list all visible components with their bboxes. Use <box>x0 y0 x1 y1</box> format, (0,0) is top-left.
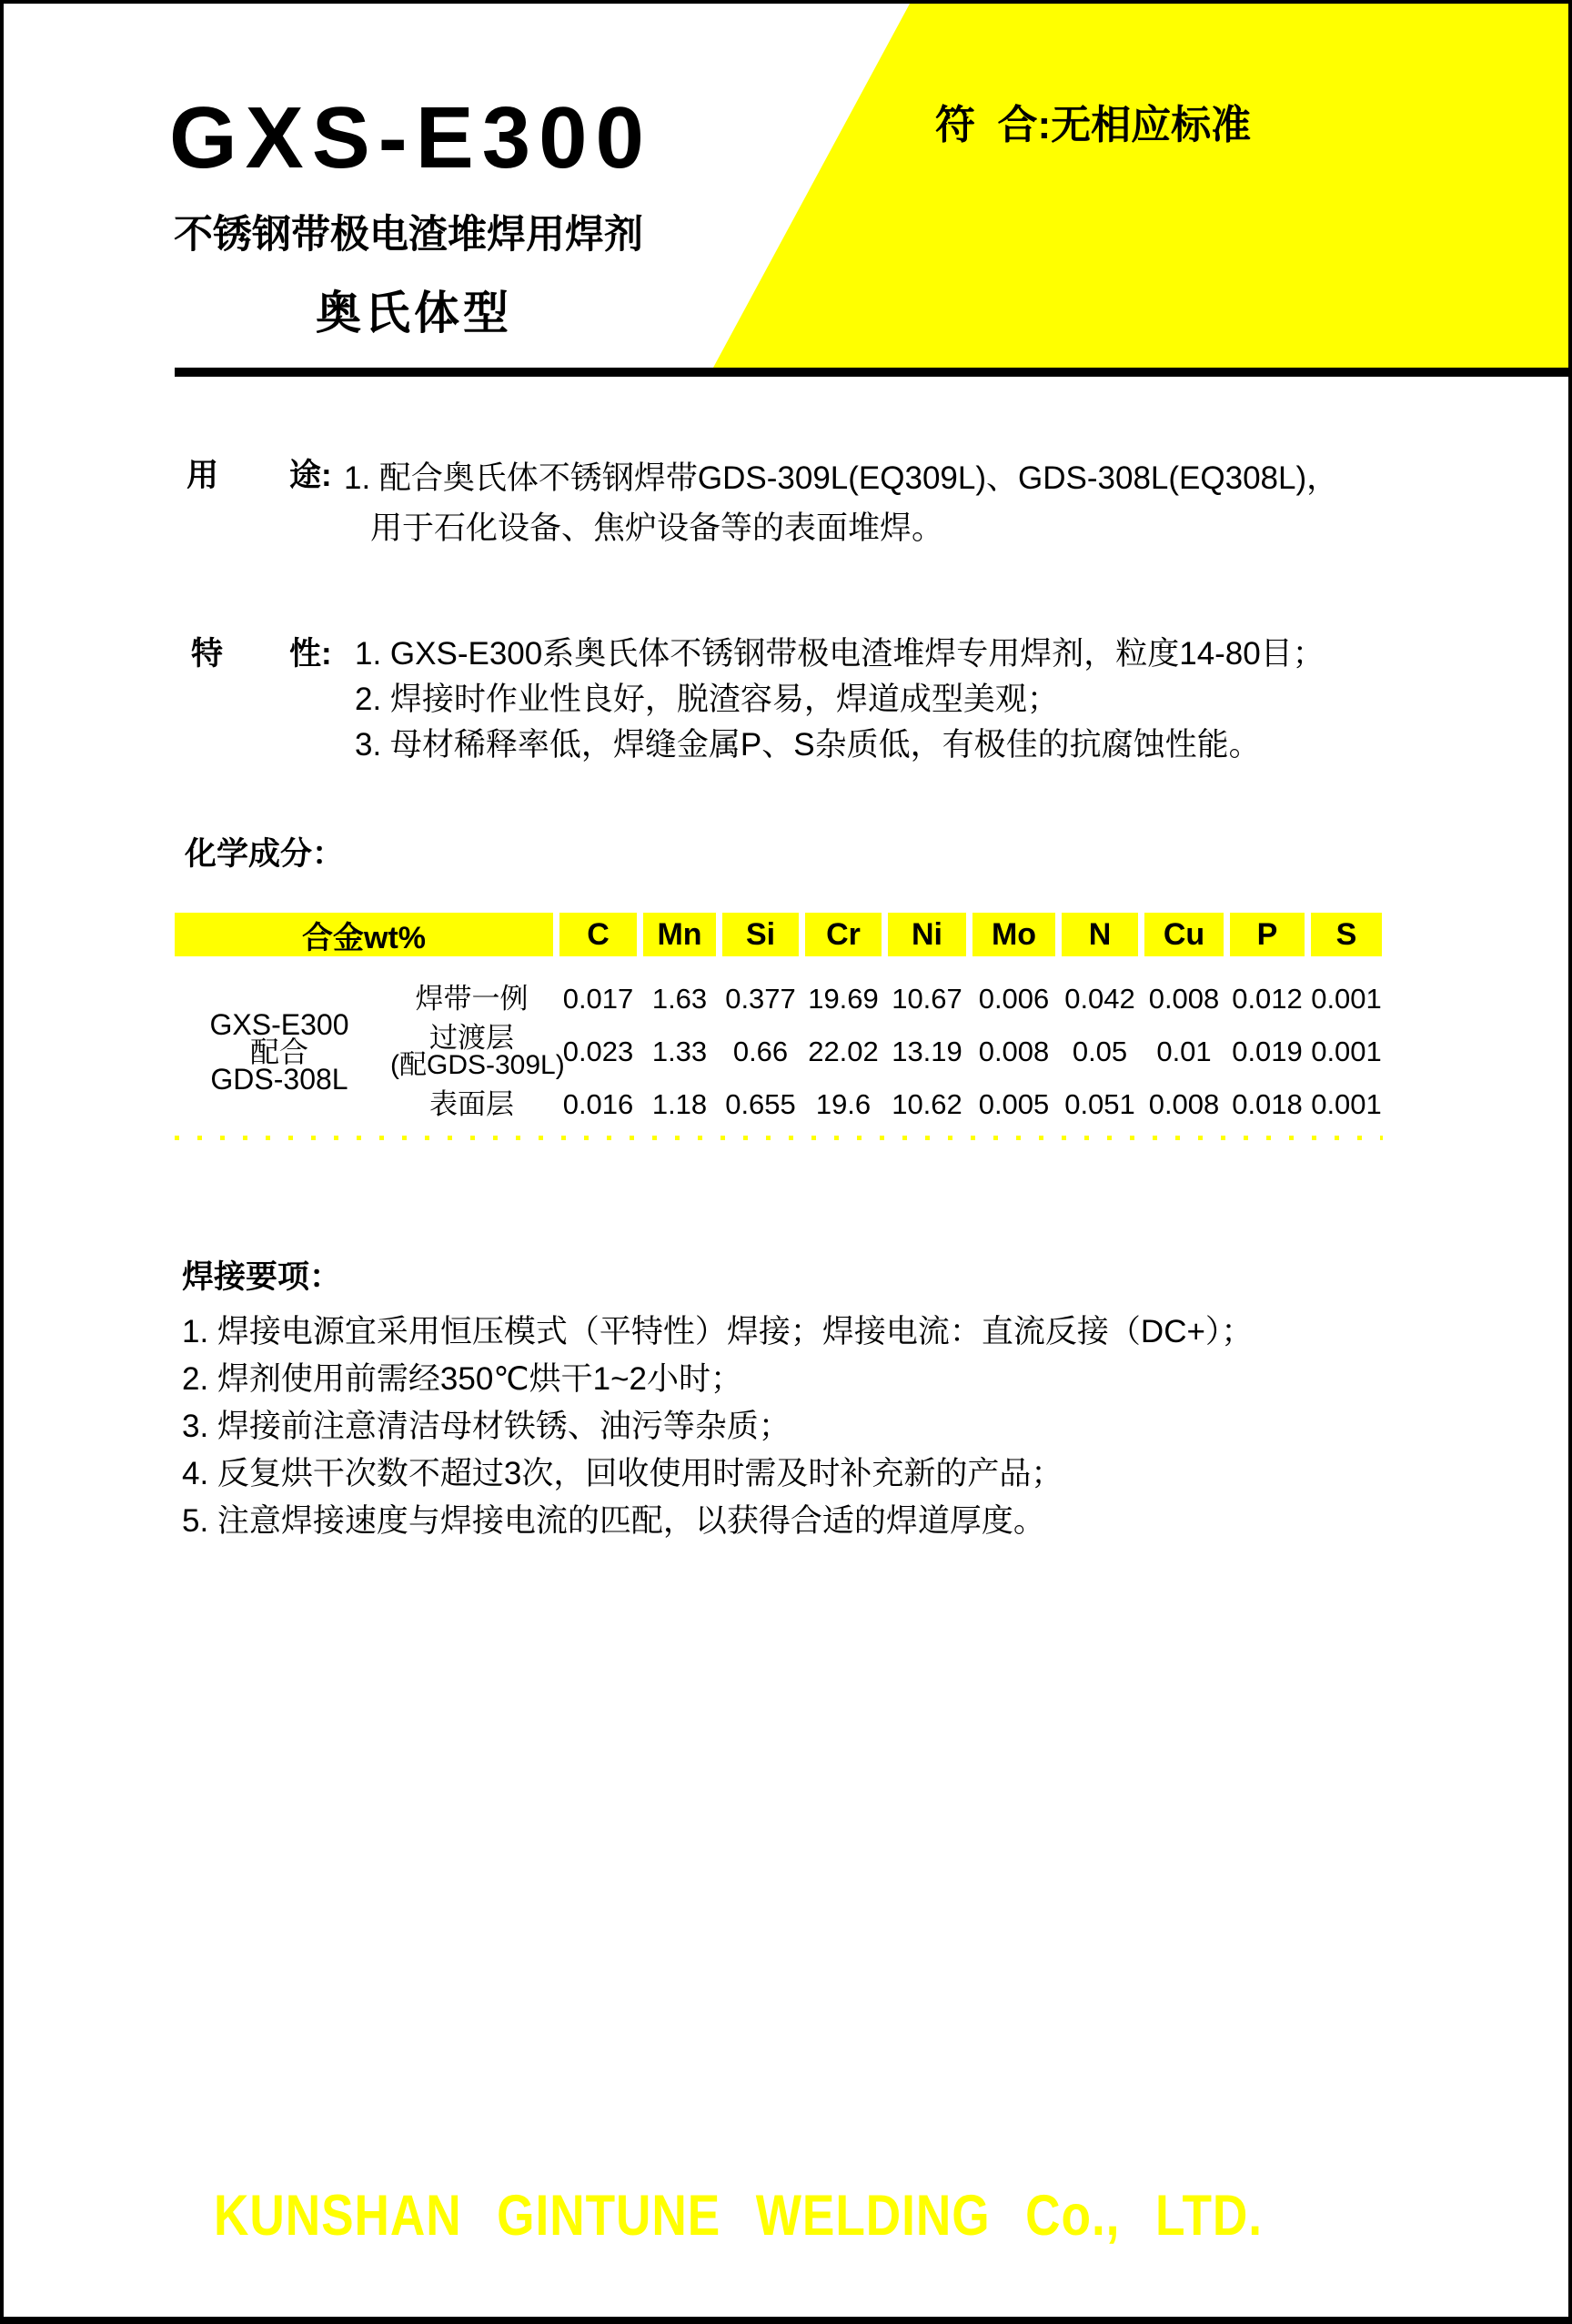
table-row-label <box>390 1022 565 1080</box>
table-value-cell: 0.018 <box>1232 1088 1303 1120</box>
row-label-subline: (配GDS-309L) <box>390 1050 565 1080</box>
page-bottom-bar <box>0 2317 1572 2324</box>
group-label-line: 配合 <box>249 1036 308 1068</box>
welding-note-item: 3. 焊接前注意清洁母材铁锈、油污等杂质； <box>182 1409 791 1444</box>
table-value-cell: 0.023 <box>562 1036 634 1067</box>
welding-notes-list <box>182 1309 1383 1545</box>
table-value-cell: 0.017 <box>562 983 634 1015</box>
chemistry-table-header-row <box>175 913 1382 956</box>
features-section-label-char: 特 <box>191 636 224 672</box>
table-header-cell: Si <box>722 913 799 956</box>
table-value-cell: 0.008 <box>978 1036 1050 1067</box>
welding-note-item: 4. 反复烘干次数不超过3次，回收使用时需及时补充新的产品； <box>182 1456 1063 1491</box>
chemistry-table <box>175 913 1382 1131</box>
table-value-cell: 1.18 <box>651 1088 708 1120</box>
table-header-cell: Mo <box>972 913 1055 956</box>
usage-section-label-char: 途: <box>289 458 332 493</box>
table-value-cell: 0.008 <box>1148 1088 1220 1120</box>
table-value-cell: 0.005 <box>978 1088 1050 1120</box>
table-header-cell: C <box>559 913 637 956</box>
feature-item: 2. 焊接时作业性良好，脱渣容易，焊道成型美观； <box>355 682 1059 717</box>
table-value-cell: 0.001 <box>1311 1036 1382 1067</box>
yellow-dotted-divider <box>175 1136 1383 1140</box>
table-header-cell: Mn <box>643 913 716 956</box>
usage-text-block <box>344 453 1436 553</box>
chemistry-table-body <box>175 973 1382 1131</box>
features-text-block <box>355 632 1446 768</box>
chemistry-heading: 化学成分： <box>185 836 345 872</box>
usage-line: 用于石化设备、焦炉设备等的表面堆焊。 <box>370 510 944 546</box>
page-border-left <box>0 0 4 2324</box>
table-value-cell: 0.019 <box>1232 1036 1303 1067</box>
standard-note: 符 合:无相应标准 <box>935 103 1252 147</box>
table-value-cell: 19.69 <box>808 983 879 1015</box>
header-divider-rule <box>175 368 1568 377</box>
table-value-cell: 0.042 <box>1064 983 1135 1015</box>
table-value-cell: 0.01 <box>1156 1036 1212 1067</box>
table-value-cell: 0.008 <box>1148 983 1220 1015</box>
page-border-right <box>1568 0 1572 2324</box>
table-value-cell: 0.012 <box>1232 983 1303 1015</box>
table-value-cell: 22.02 <box>808 1036 879 1067</box>
table-value-cell: 0.001 <box>1311 983 1382 1015</box>
product-description: 不锈钢带极电渣堆焊用焊剂 <box>174 213 643 257</box>
feature-item: 1. GXS-E300系奥氏体不锈钢带极电渣堆焊专用焊剂，粒度14-80目； <box>355 636 1325 672</box>
table-header-cell: Cu <box>1144 913 1224 956</box>
welding-notes-heading: 焊接要项： <box>182 1259 342 1295</box>
features-section-label-char: 性: <box>289 636 332 672</box>
row-label-line: 过渡层 <box>429 1022 514 1054</box>
product-code-title: GXS-E300 <box>169 89 652 187</box>
welding-note-item: 5. 注意焊接速度与焊接电流的匹配，以获得合适的焊道厚度。 <box>182 1503 1045 1539</box>
table-value-cell: 0.377 <box>725 983 796 1015</box>
table-header-cell: Cr <box>805 913 882 956</box>
table-value-cell: 10.67 <box>892 983 962 1015</box>
group-label-line: GXS-E300 <box>209 1008 349 1041</box>
table-header-cell: S <box>1311 913 1382 956</box>
table-row-label: 表面层 <box>429 1088 514 1120</box>
table-header-cell: Ni <box>888 913 966 956</box>
table-value-cell: 1.33 <box>651 1036 708 1067</box>
table-value-cell: 13.19 <box>892 1036 962 1067</box>
page-border-top <box>0 0 1572 4</box>
table-value-cell: 10.62 <box>892 1088 962 1120</box>
table-value-cell: 1.63 <box>651 983 708 1015</box>
welding-note-item: 2. 焊剂使用前需经350℃烘干1~2小时； <box>182 1361 742 1397</box>
table-value-cell: 0.05 <box>1072 1036 1128 1067</box>
table-value-cell: 0.051 <box>1064 1088 1135 1120</box>
feature-item: 3. 母材稀释率低，焊缝金属P、S杂质低，有极佳的抗腐蚀性能。 <box>355 727 1261 763</box>
usage-line: 1. 配合奥氏体不锈钢焊带GDS-309L(EQ309L)、GDS-308L(EQ308L)， <box>344 460 1339 496</box>
welding-note-item: 1. 焊接电源宜采用恒压模式（平特性）焊接；焊接电流：直流反接（DC+）； <box>182 1314 1254 1349</box>
table-value-cell: 0.001 <box>1311 1088 1382 1120</box>
table-value-cell: 0.016 <box>562 1088 634 1120</box>
usage-section-label-char: 用 <box>186 458 219 493</box>
table-header-cell: P <box>1230 913 1305 956</box>
table-value-cell: 19.6 <box>815 1088 872 1120</box>
table-value-cell: 0.66 <box>732 1036 789 1067</box>
table-group-label <box>175 1008 384 1096</box>
table-header-cell: N <box>1062 913 1138 956</box>
table-row-label: 焊带一例 <box>415 983 529 1015</box>
group-label-line: GDS-308L <box>210 1063 348 1096</box>
table-header-cell: 合金wt% <box>175 913 553 956</box>
product-type-label: 奥氏体型 <box>316 288 512 338</box>
table-value-cell: 0.655 <box>725 1088 796 1120</box>
table-value-cell: 0.006 <box>978 983 1050 1015</box>
footer-company-name: KUNSHAN GINTUNE WELDING Co., LTD. <box>214 2183 1263 2248</box>
